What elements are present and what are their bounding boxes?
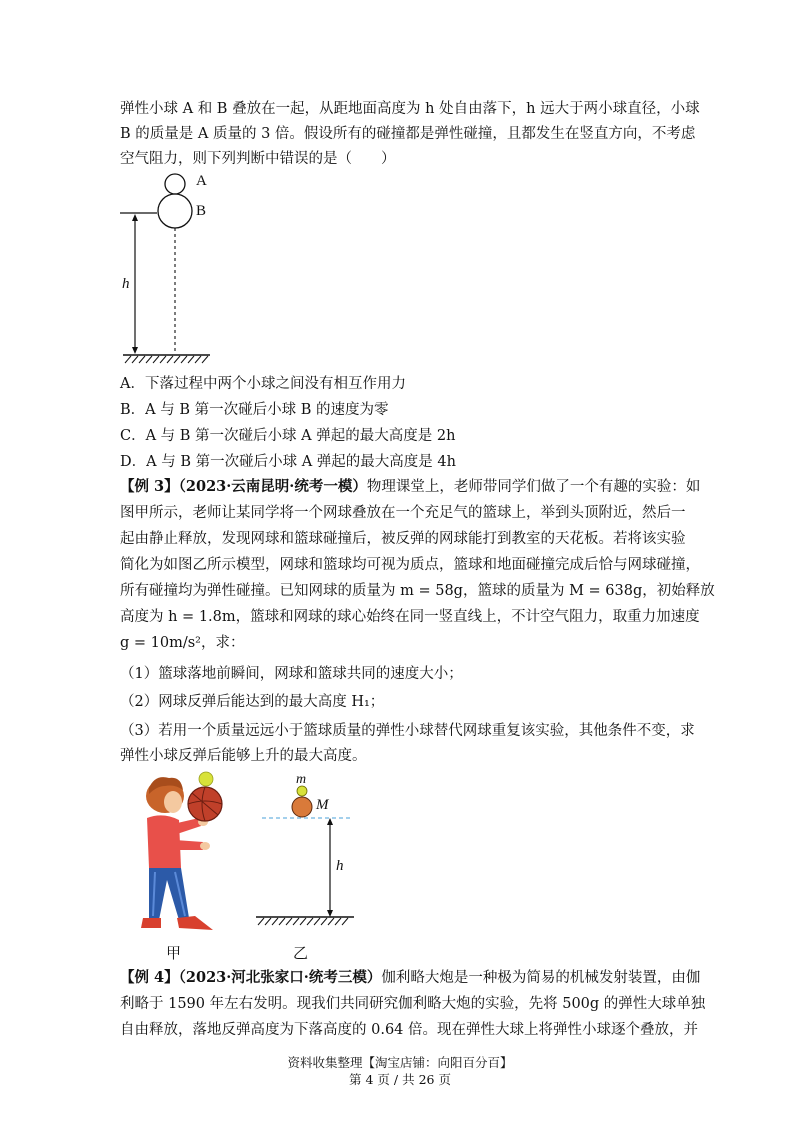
ball-model-figure (250, 770, 360, 930)
stacked-balls-figure (115, 168, 225, 368)
example-4-heading (120, 968, 700, 988)
option-a: A．下落过程中两个小球之间没有相互作用力 (120, 376, 406, 392)
example-3-line-2: 图甲所示，老师让某同学将一个网球叠放在一个充足气的篮球上，举到头顶附近，然后一 (120, 505, 686, 521)
option-b: B．A 与 B 第一次碰后小球 B 的速度为零 (120, 402, 389, 418)
example-4-tag: 【例 4】 (120, 969, 179, 986)
page-number: 第 4 页 / 共 26 页 (349, 1072, 451, 1087)
example-3-line-3: 起由静止释放，发现网球和篮球碰撞后，被反弹的网球能打到教室的天花板。若将该实验 (120, 531, 686, 547)
ball-a (165, 174, 185, 194)
sub-question-1: （1）篮球落地前瞬间，网球和篮球共同的速度大小； (120, 666, 463, 682)
label-m: m (296, 772, 307, 787)
option-c: C．A 与 B 第一次碰后小球 A 弹起的最大高度是 2h (120, 428, 456, 444)
example-3-source: （2023·云南昆明·统考一模） (178, 478, 367, 495)
example-4-line-2: 利略于 1590 年左右发明。现我们共同研究伽利略大炮的实验，先将 500g 的弹性大球单独 (120, 996, 706, 1012)
caption-jia: 甲 (166, 946, 182, 962)
label-h-2: h (336, 858, 344, 874)
sub-question-3-line-1: （3）若用一个质量远远小于篮球质量的弹性小球替代网球重复该实验，其他条件不变，求 (120, 723, 695, 739)
example-3-heading (120, 477, 700, 497)
question-text-line-3: 空气阻力，则下列判断中错误的是（ ） (120, 151, 396, 167)
caption-yi: 乙 (293, 946, 309, 962)
example-3-text: 物理课堂上，老师带同学们做了一个有趣的实验：如 (366, 479, 701, 495)
example-3-line-5: 所有碰撞均为弹性碰撞。已知网球的质量为 m = 58g，篮球的质量为 M = 638g，初始释放 (120, 583, 715, 599)
example-4-text: 伽利略大炮是一种极为简易的机械发射装置，由伽 (381, 970, 701, 986)
option-d: D．A 与 B 第一次碰后小球 A 弹起的最大高度是 4h (120, 454, 456, 470)
example-3-line-6: 高度为 h = 1.8m，篮球和网球的球心始终在同一竖直线上，不计空气阻力，取重力加速度 (120, 609, 700, 625)
example-4-line-3: 自由释放，落地反弹高度为下落高度的 0.64 倍。现在弹性大球上将弹性小球逐个叠放，并 (120, 1022, 698, 1038)
footer-source: 资料收集整理【淘宝店铺：向阳百分百】 (287, 1055, 513, 1070)
label-h: h (122, 276, 130, 292)
example-3-tag: 【例 3】 (120, 478, 179, 495)
boy-illustration (135, 768, 230, 938)
ball-b (158, 194, 192, 228)
example-3-line-7: g = 10m/s²，求： (120, 635, 245, 651)
example-3-line-4: 简化为如图乙所示模型，网球和篮球均可视为质点，篮球和地面碰撞完成后恰与网球碰撞， (120, 557, 700, 573)
tennis-ball (199, 772, 213, 786)
label-a: A (196, 173, 207, 189)
sub-question-3-line-2: 弹性小球反弹后能够上升的最大高度。 (120, 748, 367, 764)
example-4-source: （2023·河北张家口·统考三模） (178, 969, 382, 986)
label-b: B (196, 203, 207, 219)
sub-question-2: （2）网球反弹后能达到的最大高度 H₁； (120, 694, 385, 710)
label-M: M (316, 797, 329, 813)
question-text-line-2: B 的质量是 A 质量的 3 倍。假设所有的碰撞都是弹性碰撞，且都发生在竖直方向，不考虑 (120, 126, 696, 142)
question-text-line-1: 弹性小球 A 和 B 叠放在一起，从距地面高度为 h 处自由落下，h 远大于两小球直径，小球 (120, 101, 700, 117)
basketball-M (292, 797, 312, 817)
